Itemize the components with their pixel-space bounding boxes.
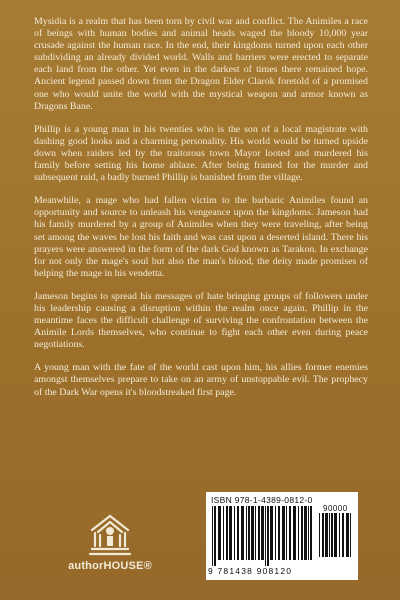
pillared-building-icon bbox=[88, 512, 132, 558]
isbn-label: ISBN 978-1-4389-0812-0 bbox=[211, 495, 313, 505]
synopsis-paragraph-2: Phillip is a young man in his twenties who is the son of a local magistrate with dashing good looks and a charming personality. His world would be turned upside down when raiders led by the traitorous town Mayor looted and murdered his family before setting his home ablaze. After being framed for the murder and subsequent raid, a badly burned Phillip is banished from the village. bbox=[34, 123, 368, 184]
synopsis-paragraph-4: Jameson begins to spread his messages of hate bringing groups of followers under his leadership causing a disruption within the realm once again. Phillip in the meantime faces the difficult challenge of surviving the confrontation between the Animile Lords themselves, who continue to fight each other even during peace negotiations. bbox=[34, 290, 368, 351]
synopsis-paragraph-5: A young man with the fate of the world cast upon him, his allies former enemies amongst themselves prepare to take on an army of unstoppable evil. The prophecy of the Dark War opens it's bloodstreaked first page. bbox=[34, 362, 368, 398]
synopsis bbox=[34, 16, 368, 410]
publisher-logo bbox=[60, 512, 160, 582]
price-addon-digits: 90000 bbox=[323, 504, 348, 513]
isbn-barcode bbox=[206, 492, 358, 580]
ean-barcode-bars bbox=[212, 506, 316, 566]
synopsis-paragraph-3: Meanwhile, a mage who had fallen victim to the barbaric Animiles found an opportunity and source to unleash his vengeance upon the kingdoms. Jameson had his family murdered by a group of Animiles when they were traveling, after being set among the waves he lost his faith and was cast upon a deserted island. There his prayers were answered in the form of the dark God known as Tarakon. In exchange for not only the mage's soul but also the man's blood, the deity made promises of helping the mage in his vendetta. bbox=[34, 195, 368, 279]
addon-barcode-bars bbox=[319, 513, 353, 563]
synopsis-paragraph-1: Mysidia is a realm that has been torn by civil war and conflict. The Animiles a race of beings with human bodies and animal heads waged the bloody 10,000 year crusade against the human race. In the end, their kingdoms turned upon each other subdividing an already divided world. Walls and barriers were erected to separate each land from the other. Yet even in the darkest of times there remained hope. Ancient legend passed down from the Dragon Elder Clarok foretold of a promised one who would unite the world with the mystical weapon and armor known as Dragons Bane. bbox=[34, 16, 368, 112]
ean-digits: 9 781438 908120 bbox=[208, 566, 293, 576]
publisher-name: authorHOUSE® bbox=[68, 560, 152, 572]
